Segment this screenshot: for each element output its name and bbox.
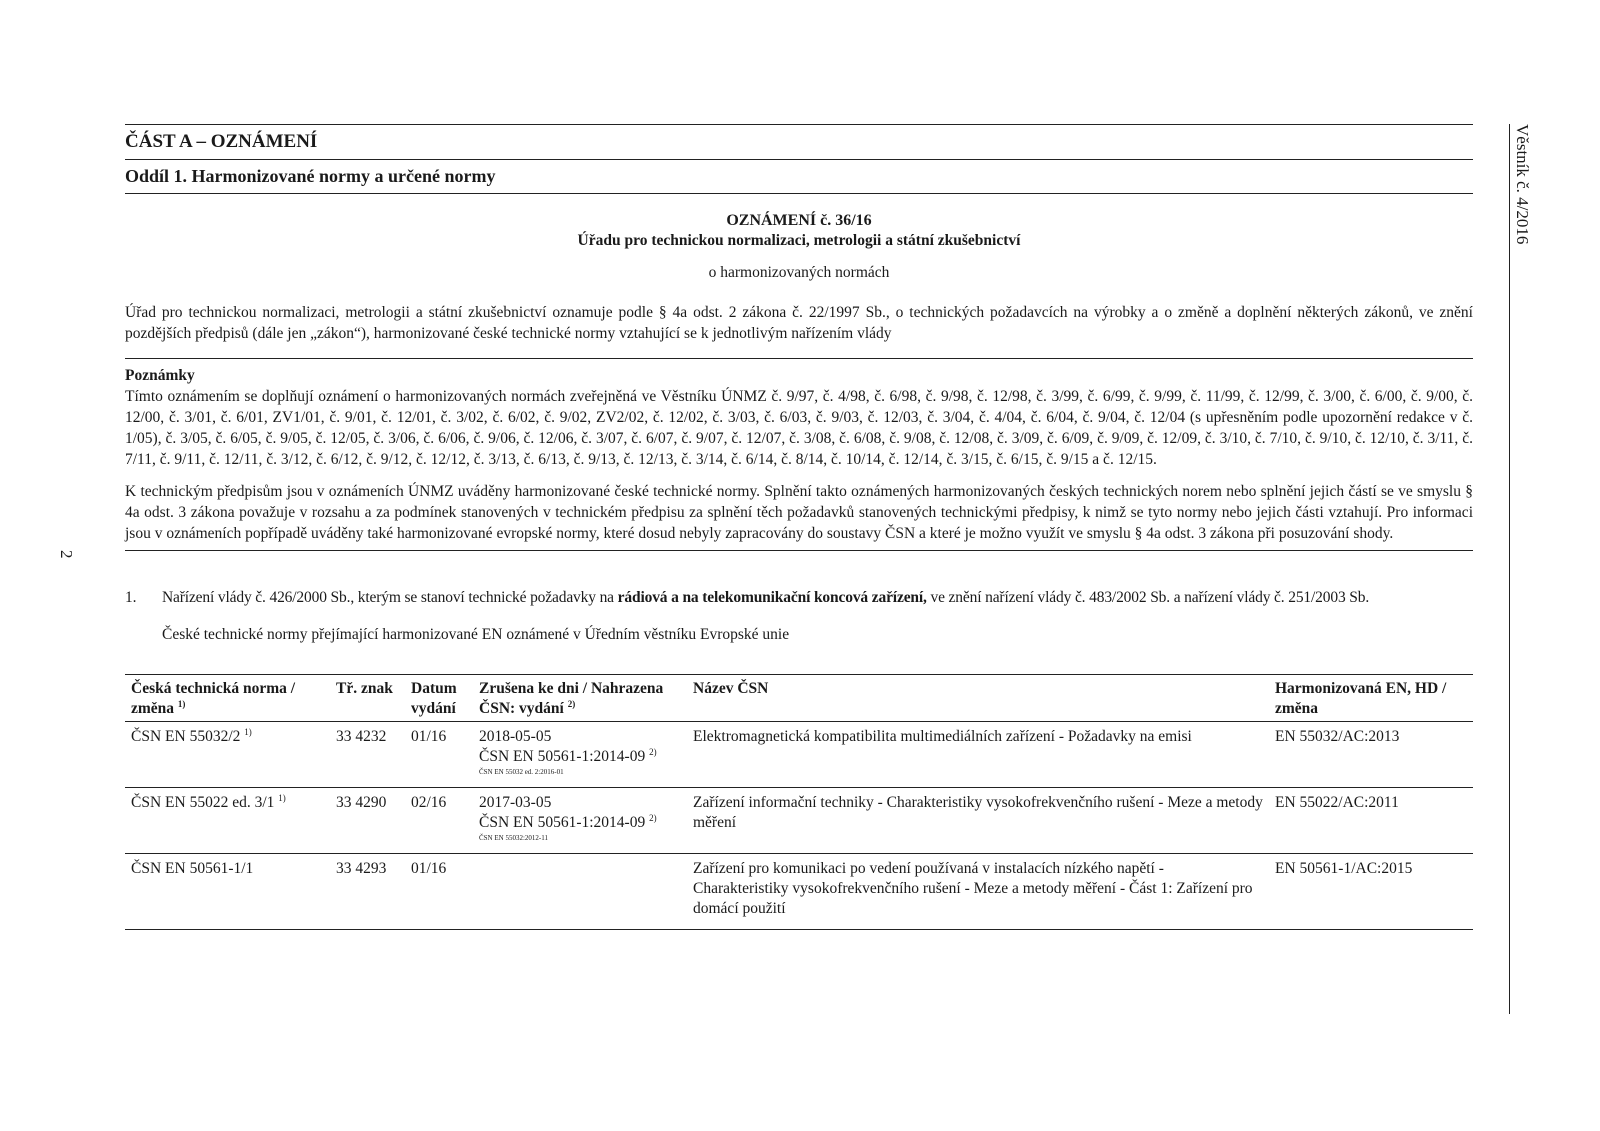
section-title: Oddíl 1. Harmonizované normy a určené normy (125, 166, 496, 186)
table-row (125, 854, 1473, 930)
zrusena-date: 2017-03-05 (479, 794, 552, 811)
header-harmonizovana: Harmonizovaná EN, HD / změna (1275, 680, 1447, 717)
regulation-item (125, 589, 1473, 607)
zrusena-date: 2018-05-05 (479, 728, 552, 745)
notes-paragraph-1: Tímto oznámením se doplňují oznámení o harmonizovaných normách zveřejněná ve Věstníku ÚNMZ č. 9/97, č. 4/98, č. 6/98, č. 9/98, č. 12/98, č. 3/99, č. 6/99, č. 9/99, č. 11/99, č. 12/99, č. 3/00, č. 6/00, č. 9/00, č. 12/00, č. 3/01, č. 6/01, ZV1/01, č. 9/01, č. 12/01, č. 3/02, č. 6/02, č. 9/02, ZV2/02, č. 12/02, č. 3/03, č. 6/03, č. 9/03, č. 12/03, č. 3/04, č. 4/04, č. 6/04, č. 9/04, č. 12/04 (s upřesněním podle upozornění redakce v č. 1/05), č. 3/05, č. 6/05, č. 9/05, č. 12/05, č. 3/06, č. 6/06, č. 9/06, č. 12/06, č. 3/07, č. 6/07, č. 9/07, č. 12/07, č. 3/08, č. 6/08, č. 9/08, č. 12/08, č. 3/09, č. 6/09, č. 9/09, č. 12/09, č. 3/10, č. 7/10, č. 9/10, č. 12/10, č. 3/11, č. 7/11, č. 9/11, č. 12/11, č. 3/12, č. 6/12, č. 9/12, č. 12/12, č. 3/13, č. 6/13, č. 9/13, č. 12/13, č. 3/14, č. 6/14, č. 8/14, č. 10/14, č. 12/14, č. 3/15, č. 6/15, č. 9/15 a č. 12/15. (125, 388, 1473, 468)
cell-norma (125, 788, 330, 854)
header-norma-sup: 1) (177, 699, 186, 709)
regulation-text-bold: rádiová a na telekomunikační koncová zařízení, (617, 589, 927, 606)
notice-intro: Úřad pro technickou normalizaci, metrologii a státní zkušebnictví oznamuje podle § 4a odst. 2 zákona č. 22/1997 Sb., o technických požadavcích na výrobky a o změně a doplnění některých zákonů, ve znění pozdějších předpisů (dále jen „zákon“), harmonizované české technické normy vztahující se k jednotlivým nařízením vlády (125, 304, 1473, 342)
nahrazena-value: ČSN EN 50561-1:2014-09 (479, 748, 646, 765)
norma-value: ČSN EN 55032/2 (131, 728, 241, 745)
norma-sup: 1) (278, 793, 286, 803)
cell-nazev: Elektromagnetická kompatibilita multimediálních zařízení - Požadavky na emisi (693, 728, 1192, 745)
nahrazena-sup: 2) (649, 747, 657, 757)
side-rule (1509, 124, 1510, 1014)
part-title: ČÁST A – OZNÁMENÍ (125, 131, 318, 152)
header-znak: Tř. znak (336, 680, 393, 697)
table-row (125, 788, 1473, 854)
regulation-text-after: ve znění nařízení vlády č. 483/2002 Sb. a nařízení vlády č. 251/2003 Sb. (926, 589, 1370, 606)
regulation-subline: České technické normy přejímající harmonizované EN oznámené v Úředním věstníku Evropské unie (162, 626, 790, 643)
header-zrusena-sup: 2) (567, 699, 576, 709)
cell-zrusena (473, 854, 687, 930)
cell-datum: 02/16 (411, 794, 447, 811)
header-datum: Datum vydání (411, 680, 457, 717)
table-header-row (125, 675, 1473, 722)
cell-zrusena (473, 788, 687, 854)
header-norma (125, 675, 330, 722)
norma-value: ČSN EN 50561-1/1 (131, 860, 254, 877)
standards-table (125, 674, 1473, 930)
notes-box (125, 358, 1473, 544)
cell-harmonizovana: EN 55032/AC:2013 (1275, 728, 1400, 745)
nahrazena-note: ČSN EN 55032:2012-11 (479, 834, 548, 842)
header-zrusena-label: Zrušena ke dni / Nahrazena ČSN: vydání (479, 680, 664, 717)
cell-norma (125, 854, 330, 930)
nahrazena-sup: 2) (649, 813, 657, 823)
cell-znak: 33 4232 (336, 728, 387, 745)
regulation-number: 1. (125, 589, 137, 606)
running-header: Věstník č. 4/2016 (1513, 124, 1532, 245)
cell-nazev: Zařízení informační techniky - Charakteristiky vysokofrekvenčního rušení - Meze a metody měření (693, 794, 1263, 831)
table-row (125, 722, 1473, 788)
nahrazena-note: ČSN EN 55032 ed. 2:2016-01 (479, 768, 564, 776)
cell-nazev: Zařízení pro komunikaci po vedení používaná v instalacích nízkého napětí - Charakteristiky vysokofrekvenčního rušení - Meze a metody měření - Část 1: Zařízení pro domácí použití (693, 860, 1253, 917)
cell-harmonizovana: EN 55022/AC:2011 (1275, 794, 1399, 811)
cell-zrusena (473, 722, 687, 788)
header-zrusena (473, 675, 687, 722)
notes-end-rule (125, 550, 1473, 551)
regulation-text-before: Nařízení vlády č. 426/2000 Sb., kterým se stanoví technické požadavky na (162, 589, 618, 606)
cell-znak: 33 4290 (336, 794, 387, 811)
norma-sup: 1) (244, 727, 252, 737)
cell-harmonizovana: EN 50561-1/AC:2015 (1275, 860, 1413, 877)
notes-title: Poznámky (125, 367, 195, 384)
cell-datum: 01/16 (411, 860, 447, 877)
header-nazev: Název ČSN (693, 680, 769, 697)
notes-paragraph-2: K technickým předpisům jsou v oznámeních ÚNMZ uváděny harmonizované české technické normy. Splnění takto oznámených harmonizovaných českých technických norem nebo splnění jejich částí se ve smyslu § 4a odst. 3 zákona považuje v rozsahu a za podmínek stanovených v technickém předpisu za splnění těch požadavků stanovených technickými předpisy, k nimž se tyto normy nebo jejich části vztahují. Pro informaci jsou v oznámeních popřípadě uváděny také harmonizované evropské normy, které dosud nebyly zapracovány do soustavy ČSN a které je možno využít ve smyslu § 4a odst. 3 zákona při posuzování shody. (125, 483, 1473, 542)
cell-znak: 33 4293 (336, 860, 387, 877)
section-rule (125, 193, 1473, 194)
header-norma-label: Česká technická norma / změna (131, 680, 296, 717)
cell-datum: 01/16 (411, 728, 447, 745)
notice-number: OZNÁMENÍ č. 36/16 (726, 212, 872, 229)
nahrazena-value: ČSN EN 50561-1:2014-09 (479, 814, 646, 831)
notice-subject: o harmonizovaných normách (708, 264, 890, 281)
page-content (125, 124, 1473, 930)
norma-value: ČSN EN 55022 ed. 3/1 (131, 794, 275, 811)
cell-norma (125, 722, 330, 788)
regulation-text (162, 589, 1369, 607)
notice-issuer: Úřadu pro technickou normalizaci, metrologii a státní zkušebnictví (577, 232, 1021, 249)
page-number: 2 (57, 550, 76, 559)
